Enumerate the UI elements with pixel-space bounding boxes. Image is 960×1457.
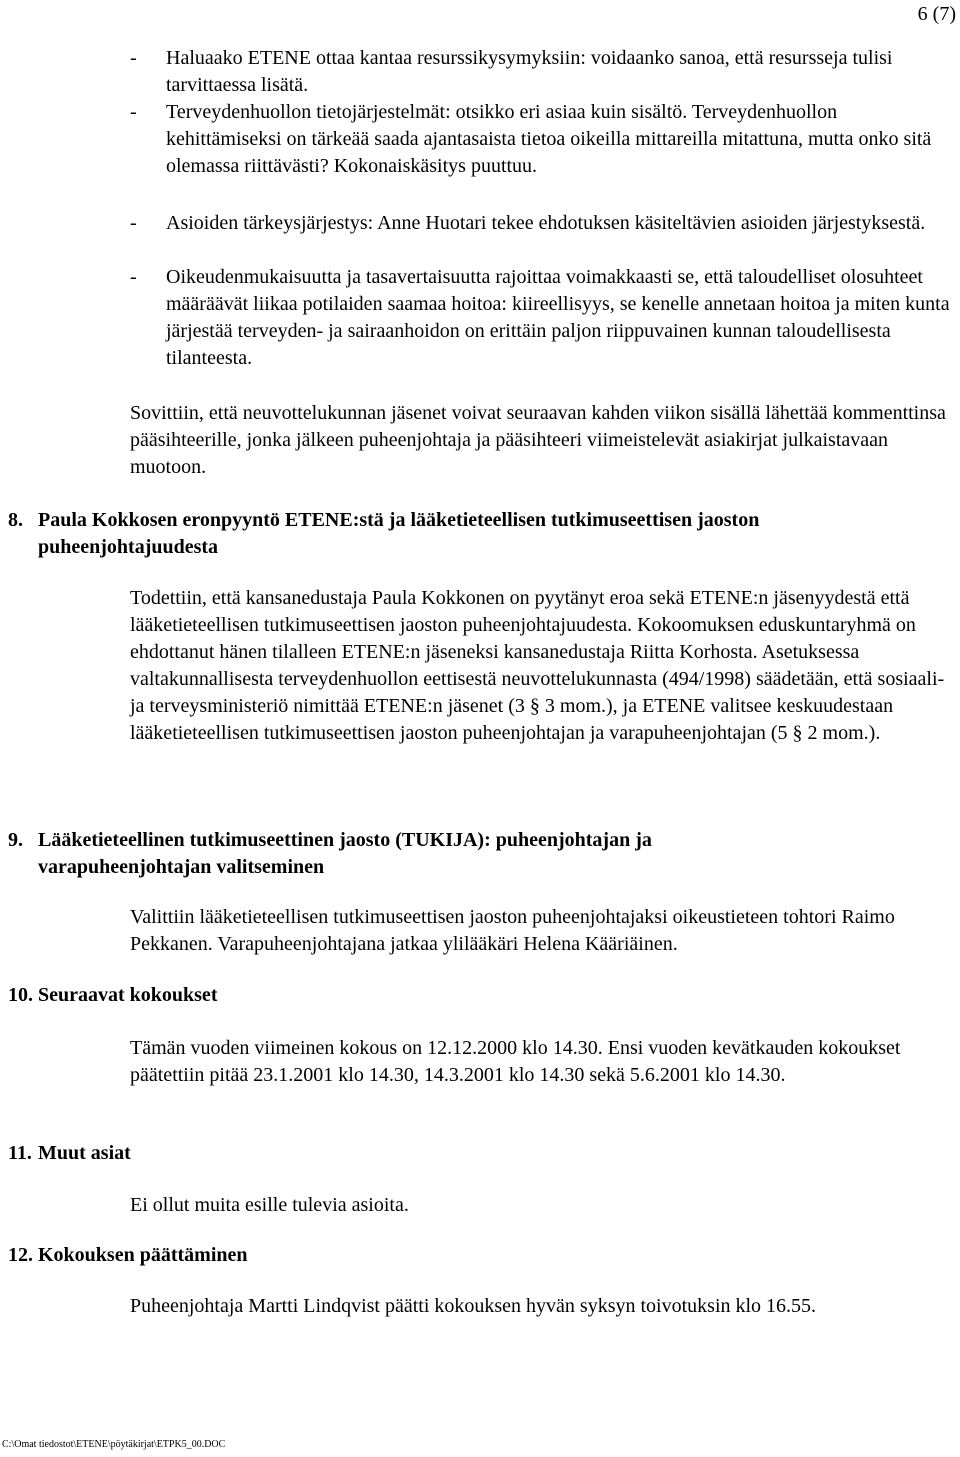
bullet-dash: - [130, 101, 137, 123]
bullet-dash: - [130, 47, 137, 69]
section-title: Paula Kokkosen eronpyyntö ETENE:stä ja lääketieteellisen tutkimuseettisen jaoston puheenjohtajuudesta [38, 509, 760, 558]
bullet-item: Oikeudenmukaisuutta ja tasavertaisuutta rajoittaa voimakkaasti se, että taloudelliset olosuhteet määräävät liikaa potilaiden saamaa hoitoa: kiireellisyys, se kenelle annetaan hoitoa ja miten kunta järjestää terveyden- ja sairaanhoidon on erittäin paljon riippuvainen kunnan taloudellisesta tilanteesta. [166, 266, 950, 369]
section-title: Muut asiat [38, 1142, 131, 1164]
section-title: Seuraavat kokoukset [38, 984, 218, 1006]
section-heading-9 [0, 827, 960, 881]
section-body-10: Tämän vuoden viimeinen kokous on 12.12.2000 klo 14.30. Ensi vuoden kevätkauden kokoukset päätettiin pitää 23.1.2001 klo 14.30, 14.3.2001 klo 14.30 sekä 5.6.2001 klo 14.30. [130, 1037, 901, 1086]
section-number: 9. [8, 829, 23, 851]
section-number: 10. [8, 984, 33, 1006]
agreement-paragraph: Sovittiin, että neuvottelukunnan jäsenet voivat seuraavan kahden viikon sisällä lähettää kommenttinsa pääsihteerille, jonka jälkeen puheenjohtaja ja pääsihteeri viimeistelevät asiakirjat julkaistavaan muotoon. [130, 402, 946, 478]
section-body-12: Puheenjohtaja Martti Lindqvist päätti kokouksen hyvän syksyn toivotuksin klo 16.55. [130, 1295, 817, 1317]
bullet-item: Terveydenhuollon tietojärjestelmät: otsikko eri asiaa kuin sisältö. Terveydenhuollon kehittämiseksi on tärkeää saada ajantasaista tietoa oikeilla mittareilla mitattuna, mutta onko sitä olemassa riittävästi? Kokonaiskäsitys puuttuu. [166, 101, 932, 177]
section-body-8: Todettiin, että kansanedustaja Paula Kokkonen on pyytänyt eroa sekä ETENE:n jäsenyydestä että lääketieteellisen tutkimuseettisen jaoston puheenjohtajuudesta. Kokoomuksen eduskuntaryhmä on ehdottanut hänen tilalleen ETENE:n jäseneksi kansanedustaja Riitta Korhosta. Asetuksessa valtakunnallisesta terveydenhuollon eettisestä neuvottelukunnasta (494/1998) säädetään, että sosiaali- ja terveysministeriö nimittää ETENE:n jäsenet (3 § 3 mom.), ja ETENE valitsee keskuudestaan lääketieteellisen tutkimuseettisen jaoston puheenjohtajan ja varapuheenjohtajan (5 § 2 mom.). [130, 587, 945, 744]
section-body-9: Valittiin lääketieteellisen tutkimuseettisen jaoston puheenjohtajaksi oikeustieteen tohtori Raimo Pekkanen. Varapuheenjohtajana jatkaa ylilääkäri Helena Kääriäinen. [130, 906, 895, 955]
bullet-item: Asioiden tärkeysjärjestys: Anne Huotari tekee ehdotuksen käsiteltävien asioiden järjestyksestä. [166, 212, 926, 234]
page-number: 6 (7) [917, 3, 956, 25]
section-number: 12. [8, 1244, 33, 1266]
section-number: 8. [8, 509, 23, 531]
footer-file-path: C:\Omat tiedostot\ETENE\pöytäkirjat\ETPK5_00.DOC [2, 1439, 226, 1450]
section-body-11: Ei ollut muita esille tulevia asioita. [130, 1194, 409, 1216]
bullet-dash: - [130, 266, 137, 288]
section-number: 11. [8, 1142, 32, 1164]
section-heading-10 [0, 982, 960, 1009]
section-heading-8 [0, 507, 960, 561]
section-heading-12 [0, 1242, 960, 1269]
section-title: Kokouksen päättäminen [38, 1244, 248, 1266]
section-heading-11 [0, 1140, 960, 1167]
bullet-dash: - [130, 212, 137, 234]
bullet-item: Haluaako ETENE ottaa kantaa resurssikysymyksiin: voidaanko sanoa, että resursseja tulisi tarvittaessa lisätä. [166, 47, 893, 96]
section-title: Lääketieteellinen tutkimuseettinen jaosto (TUKIJA): puheenjohtajan ja varapuheenjohtajan valitseminen [38, 829, 652, 878]
